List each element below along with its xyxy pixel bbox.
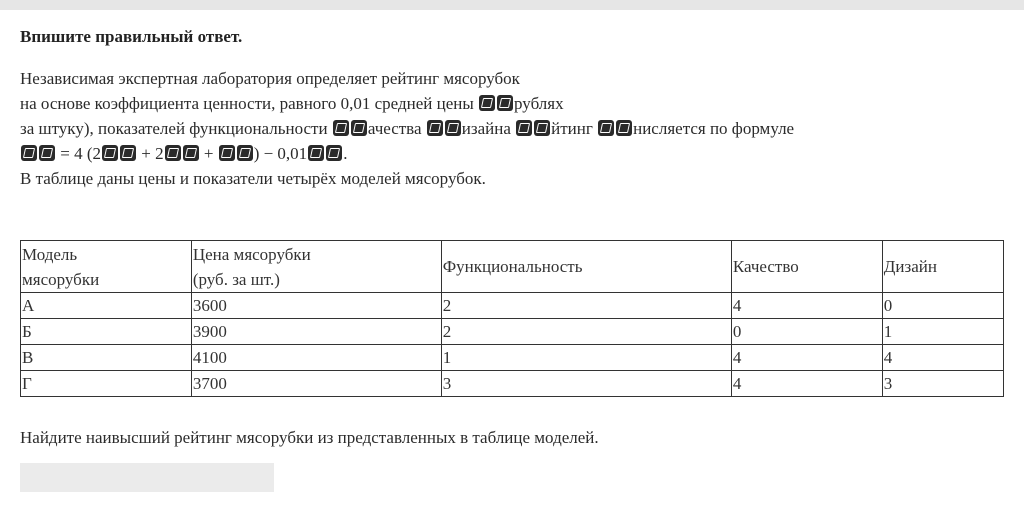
question-text: Найдите наивысший рейтинг мясорубки из представленных в таблице моделей. [20, 428, 599, 447]
cell-quality: 4 [731, 371, 882, 397]
cell-design: 1 [882, 319, 1003, 345]
problem-text: изайна [461, 119, 511, 138]
answer-input[interactable] [20, 463, 274, 492]
problem-line-4 [20, 141, 980, 166]
cell-design: 4 [882, 345, 1003, 371]
math-placeholder-icon [102, 145, 118, 161]
problem-text: нисляется по формуле [633, 119, 795, 138]
table-header-row [21, 241, 1004, 293]
problem-text: на основе коэффициента ценности, равного 0,01 средней цены [20, 94, 474, 113]
header-functionality: Функциональность [441, 241, 731, 293]
cell-model: Б [21, 319, 192, 345]
problem-text: за штуку), показателей функциональности [20, 119, 328, 138]
formula-text: = 4 (2 [60, 144, 101, 163]
task-instruction: Впишите правильный ответ. [20, 27, 243, 46]
header-text: (руб. за шт.) [192, 269, 280, 289]
cell-functionality: 2 [441, 319, 731, 345]
math-placeholder-icon [445, 120, 461, 136]
problem-text: ачества [367, 119, 422, 138]
cell-functionality: 1 [441, 345, 731, 371]
formula-text: ) − 0,01 [253, 144, 308, 163]
cell-design: 0 [882, 293, 1003, 319]
problem-line-1 [20, 66, 980, 91]
problem-statement [20, 66, 980, 191]
cell-model: Г [21, 371, 192, 397]
table-row [21, 293, 1004, 319]
math-placeholder-icon [219, 145, 235, 161]
math-placeholder-icon [516, 120, 532, 136]
cell-quality: 4 [731, 345, 882, 371]
problem-line-2 [20, 91, 980, 116]
cell-price: 4100 [191, 345, 441, 371]
header-model [21, 241, 192, 293]
math-placeholder-icon [120, 145, 136, 161]
problem-text: В таблице даны цены и показатели четырёх моделей мясорубок. [20, 169, 486, 188]
cell-model: А [21, 293, 192, 319]
math-placeholder-icon [351, 120, 367, 136]
cell-price: 3900 [191, 319, 441, 345]
header-text: Цена мясорубки [192, 244, 311, 264]
table-row [21, 319, 1004, 345]
math-placeholder-icon [497, 95, 513, 111]
header-price [191, 241, 441, 293]
top-bar [0, 0, 1024, 10]
table-row [21, 345, 1004, 371]
math-placeholder-icon [479, 95, 495, 111]
math-placeholder-icon [616, 120, 632, 136]
cell-price: 3600 [191, 293, 441, 319]
problem-text: рублях [514, 94, 564, 113]
math-placeholder-icon [21, 145, 37, 161]
cell-functionality: 2 [441, 293, 731, 319]
formula-text: + 2 [141, 144, 164, 163]
header-design: Дизайн [882, 241, 1003, 293]
cell-design: 3 [882, 371, 1003, 397]
cell-quality: 0 [731, 319, 882, 345]
problem-line-5 [20, 166, 980, 191]
cell-price: 3700 [191, 371, 441, 397]
math-placeholder-icon [165, 145, 181, 161]
header-text: мясорубки [22, 269, 100, 289]
math-placeholder-icon [333, 120, 349, 136]
cell-quality: 4 [731, 293, 882, 319]
math-placeholder-icon [39, 145, 55, 161]
models-table [20, 240, 1004, 397]
cell-functionality: 3 [441, 371, 731, 397]
math-placeholder-icon [534, 120, 550, 136]
formula-text: . [343, 144, 348, 163]
math-placeholder-icon [326, 145, 342, 161]
math-placeholder-icon [308, 145, 324, 161]
math-placeholder-icon [183, 145, 199, 161]
math-placeholder-icon [237, 145, 253, 161]
cell-model: В [21, 345, 192, 371]
problem-line-3 [20, 116, 980, 141]
header-text: Модель [22, 244, 78, 264]
problem-text: йтинг [551, 119, 593, 138]
formula-text: + [203, 144, 214, 163]
table-row [21, 371, 1004, 397]
problem-text: Независимая экспертная лаборатория определяет рейтинг мясорубок [20, 69, 520, 88]
header-quality: Качество [731, 241, 882, 293]
math-placeholder-icon [598, 120, 614, 136]
math-placeholder-icon [427, 120, 443, 136]
